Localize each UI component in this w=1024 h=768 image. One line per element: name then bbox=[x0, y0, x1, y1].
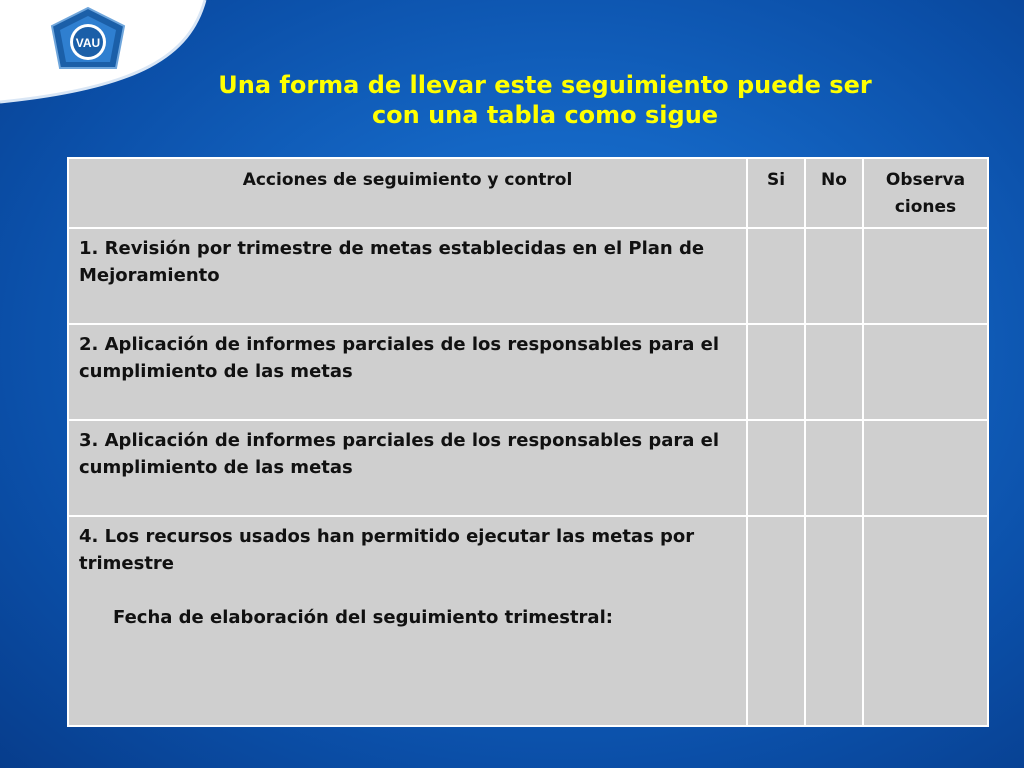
action-text: 4. Los recursos usados han permitido ejecutar las metas por trimestre bbox=[79, 526, 695, 574]
date-note: Fecha de elaboración del seguimiento trimestral: bbox=[113, 607, 613, 628]
table-header-row bbox=[68, 158, 988, 228]
action-cell bbox=[68, 516, 747, 726]
table-row bbox=[68, 516, 988, 726]
observations-cell bbox=[863, 324, 988, 420]
no-cell bbox=[805, 228, 863, 324]
observations-cell bbox=[863, 420, 988, 516]
logo-text: VAU bbox=[75, 36, 101, 50]
observations-cell bbox=[863, 516, 988, 726]
header-observations: Observa ciones bbox=[863, 158, 988, 228]
table-row bbox=[68, 228, 988, 324]
si-cell bbox=[747, 228, 805, 324]
no-cell bbox=[805, 420, 863, 516]
no-cell bbox=[805, 324, 863, 420]
slide-title bbox=[150, 70, 940, 130]
vau-logo-icon bbox=[46, 6, 130, 78]
no-cell bbox=[805, 516, 863, 726]
si-cell bbox=[747, 324, 805, 420]
action-cell: 3. Aplicación de informes parciales de los responsables para el cumplimiento de las metas bbox=[68, 420, 747, 516]
tracking-table bbox=[67, 157, 989, 727]
slide-title-line-1: Una forma de llevar este seguimiento puede ser bbox=[218, 71, 872, 99]
observations-cell bbox=[863, 228, 988, 324]
action-cell: 1. Revisión por trimestre de metas establecidas en el Plan de Mejoramiento bbox=[68, 228, 747, 324]
slide-title-line-2: con una tabla como sigue bbox=[371, 101, 719, 129]
table-row bbox=[68, 324, 988, 420]
table-row bbox=[68, 420, 988, 516]
si-cell bbox=[747, 420, 805, 516]
si-cell bbox=[747, 516, 805, 726]
action-cell: 2. Aplicación de informes parciales de los responsables para el cumplimiento de las metas bbox=[68, 324, 747, 420]
header-actions: Acciones de seguimiento y control bbox=[68, 158, 747, 228]
header-no: No bbox=[805, 158, 863, 228]
header-si: Si bbox=[747, 158, 805, 228]
